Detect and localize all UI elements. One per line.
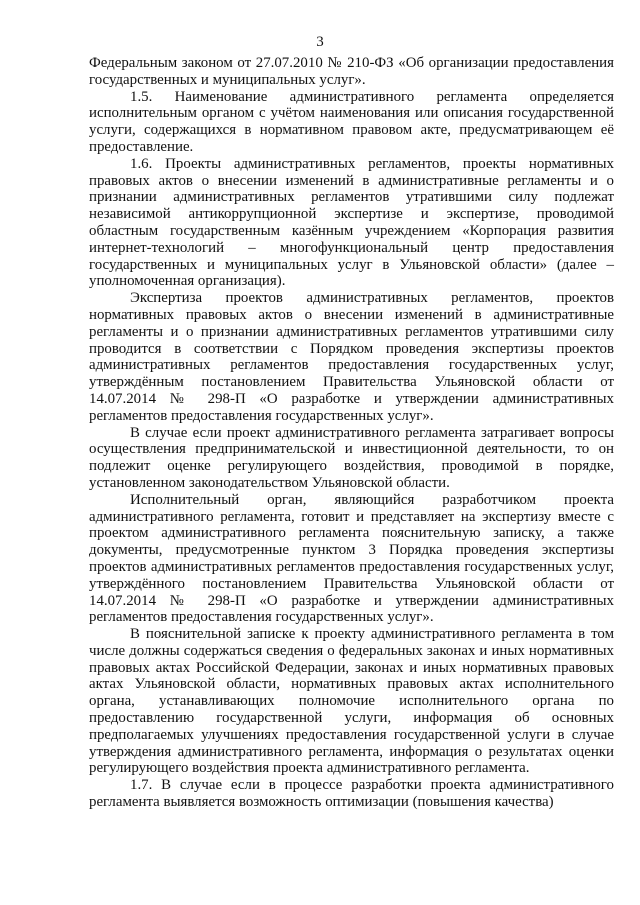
paragraph: Федеральным законом от 27.07.2010 № 210-ФЗ «Об организации предоставления государственных и муниципальных услуг». <box>89 55 614 88</box>
paragraph: 1.6. Проекты административных регламентов, проекты нормативных правовых актов о внесении изменений в административные регламенты и о признании административных регламентов утратившими силу подлежат независимой антикоррупционной экспертизе и экспертизе, проводимой областным государственным казённым учреждением «Корпорация развития интернет-технологий – многофункциональный центр предоставления государственных и муниципальных услуг в Ульяновской области» (далее – уполномоченная организация). <box>89 155 614 290</box>
page-number: 3 <box>316 34 324 50</box>
paragraph: В пояснительной записке к проекту административного регламента в том числе должны содержаться сведения о федеральных законах и иных нормативных правовых актах Российской Федерации, законах и иных нормативных правовых актах Ульяновской области, нормативных правовых актах исполнительного органа, устанавливающих полномочие исполнительного органа по предоставлению государственной услуги, информация об основных предполагаемых улучшениях предоставления государственной услуги в случае утверждения административного регламента, информация о результатах оценки регулирующего воздействия проекта административного регламента. <box>89 626 614 777</box>
paragraph: В случае если проект административного регламента затрагивает вопросы осуществления предпринимательской и инвестиционной деятельности, то он подлежит оценке регулирующего воздействия, проводимой в порядке, установленном законодательством Ульяновской области. <box>89 424 614 491</box>
document-body <box>89 55 614 811</box>
paragraph: 1.7. В случае если в процессе разработки проекта административного регламента выявляется возможность оптимизации (повышения качества) <box>89 777 614 811</box>
paragraph: 1.5. Наименование административного регламента определяется исполнительным органом с учётом наименования или описания государственной услуги, содержащихся в нормативном правовом акте, предусматривающем её предоставление. <box>89 88 614 155</box>
paragraph: Исполнительный орган, являющийся разработчиком проекта административного регламента, готовит и представляет на экспертизу вместе с проектом административного регламента пояснительную записку, а также документы, предусмотренные пунктом 3 Порядка проведения экспертизы проектов административных регламентов предоставления государственных услуг, утверждённого постановлением Правительства Ульяновской области от 14.07.2014 № 298-П «О разработке и утверждении административных регламентов предоставления государственных услуг». <box>89 491 614 626</box>
paragraph: Экспертиза проектов административных регламентов, проектов нормативных правовых актов о внесении изменений в административные регламенты и о признании административных регламентов утратившими силу проводится в соответствии с Порядком проведения экспертизы проектов административных регламентов предоставления государственных услуг, утверждённым постановлением Правительства Ульяновской области от 14.07.2014 № 298-П «О разработке и утверждении административных регламентов предоставления государственных услуг». <box>89 290 614 424</box>
